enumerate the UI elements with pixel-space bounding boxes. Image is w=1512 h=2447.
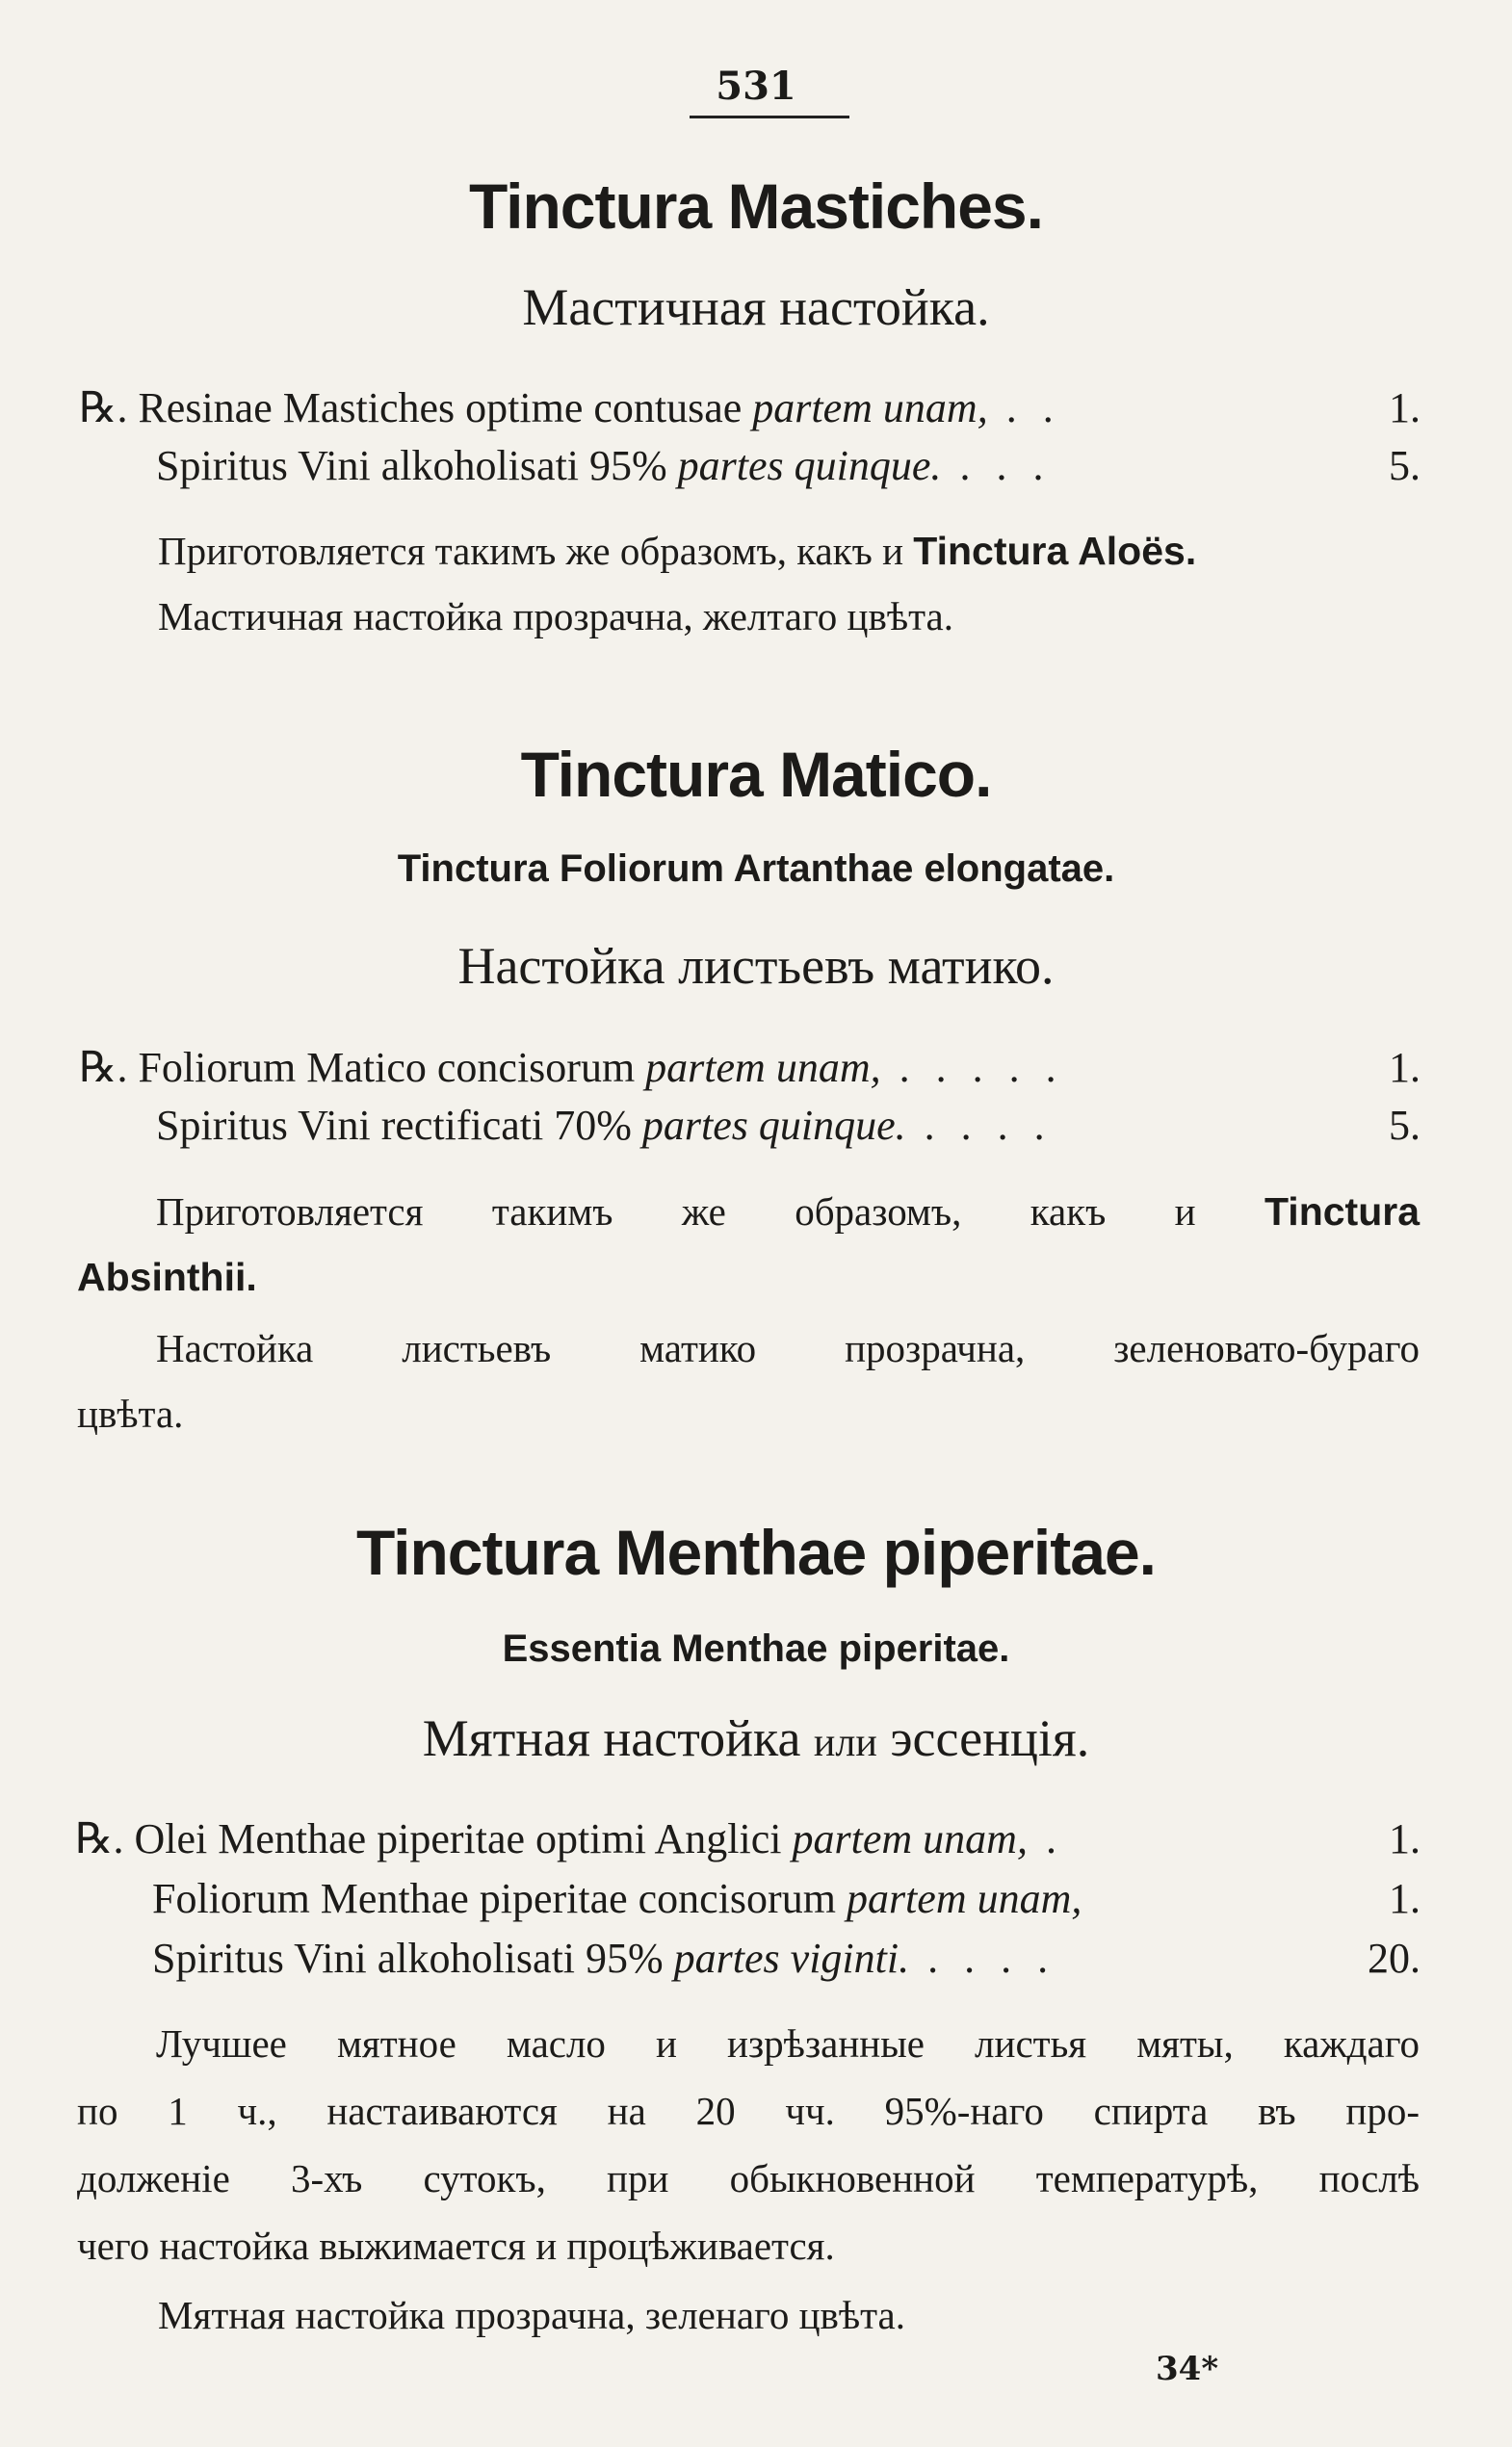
recipe-line: ℞. Foliorum Matico concisorum partem unam, . . . . . <box>79 1044 1064 1091</box>
recipe-line: ℞. Olei Menthae piperitae optimi Anglici partem unam, . <box>75 1815 1064 1862</box>
section-synonym-matico: Tinctura Foliorum Artanthae elongatae. <box>397 847 1115 890</box>
recipe-line: Spiritus Vini rectificati 70% partes quinque. . . . . <box>156 1102 1053 1149</box>
cross-reference: Absinthii. <box>77 1255 257 1299</box>
preparation-text: Приготовляется такимъ же образомъ, какъ и Tinctura <box>156 1189 1420 1234</box>
cross-reference: Tinctura Aloës. <box>913 529 1197 573</box>
recipe-quantity: 1. <box>1389 1875 1421 1922</box>
recipe-line: Spiritus Vini alkoholisati 95% partes viginti. . . . . <box>152 1935 1056 1982</box>
section-title-masticheѕ: Tinctura Masticheѕ. <box>469 170 1043 242</box>
description-text: Настойка листьевъ матико прозрачна, зеленовато-бураго <box>156 1326 1420 1370</box>
recipe-line: Spiritus Vini alkoholisati 95% partes quinque. . . . <box>156 442 1052 489</box>
description-text-cont: цвѣта. <box>77 1392 184 1436</box>
recipe-quantity: 20. <box>1368 1935 1421 1982</box>
page-number: 531 <box>716 64 796 109</box>
recipe-quantity: 5. <box>1389 442 1421 489</box>
section-title-menthae: Tinctura Menthae piperitae. <box>356 1517 1156 1588</box>
recipe-quantity: 1. <box>1389 384 1421 431</box>
description-text: Мятная настойка прозрачна, зеленаго цвѣта. <box>158 2293 905 2337</box>
paragraph-line: по 1 ч., настаиваются на 20 чч. 95%-наго спирта въ про- <box>77 2089 1420 2133</box>
page-number-rule <box>690 116 849 118</box>
section-synonym-menthae: Essentia Menthae piperitae. <box>502 1627 1010 1670</box>
preparation-text-cont <box>77 1254 257 1300</box>
preparation-text: Приготовляется такимъ же образомъ, какъ и Tinctura Aloës. <box>158 529 1197 573</box>
paragraph-line: Лучшее мятное масло и изрѣзанные листья мяты, каждаго <box>156 2021 1420 2066</box>
recipe-symbol: ℞. <box>79 1044 128 1091</box>
printer-signature: 34* <box>1156 2350 1219 2388</box>
section-title-matico: Tinctura Matico. <box>520 739 992 810</box>
recipe-line: Foliorum Menthae piperitae concisorum partem unam, <box>152 1875 1082 1922</box>
paragraph-line: чего настойка выжимается и процѣживается. <box>77 2224 835 2268</box>
section-ru-title-menthae: Мятная настойка или эссенція. <box>422 1709 1090 1767</box>
recipe-quantity: 1. <box>1389 1815 1421 1862</box>
recipe-quantity: 5. <box>1389 1102 1421 1149</box>
description-text: Мастичная настойка прозрачна, желтаго цвѣта. <box>158 594 953 638</box>
paragraph-line: долженіе 3-хъ сутокъ, при обыкновенной температурѣ, послѣ <box>77 2156 1420 2200</box>
recipe-quantity: 1. <box>1389 1044 1421 1091</box>
cross-reference: Tinctura <box>1264 1189 1420 1234</box>
recipe-line: ℞. Resinae Masticheѕ optime contusae partem unam, . . <box>79 384 1061 431</box>
recipe-symbol: ℞. <box>75 1815 124 1862</box>
recipe-symbol: ℞. <box>79 384 128 431</box>
section-ru-title-matico: Настойка листьевъ матико. <box>457 937 1055 995</box>
section-ru-title-masticheѕ: Мастичная настойка. <box>522 278 990 336</box>
